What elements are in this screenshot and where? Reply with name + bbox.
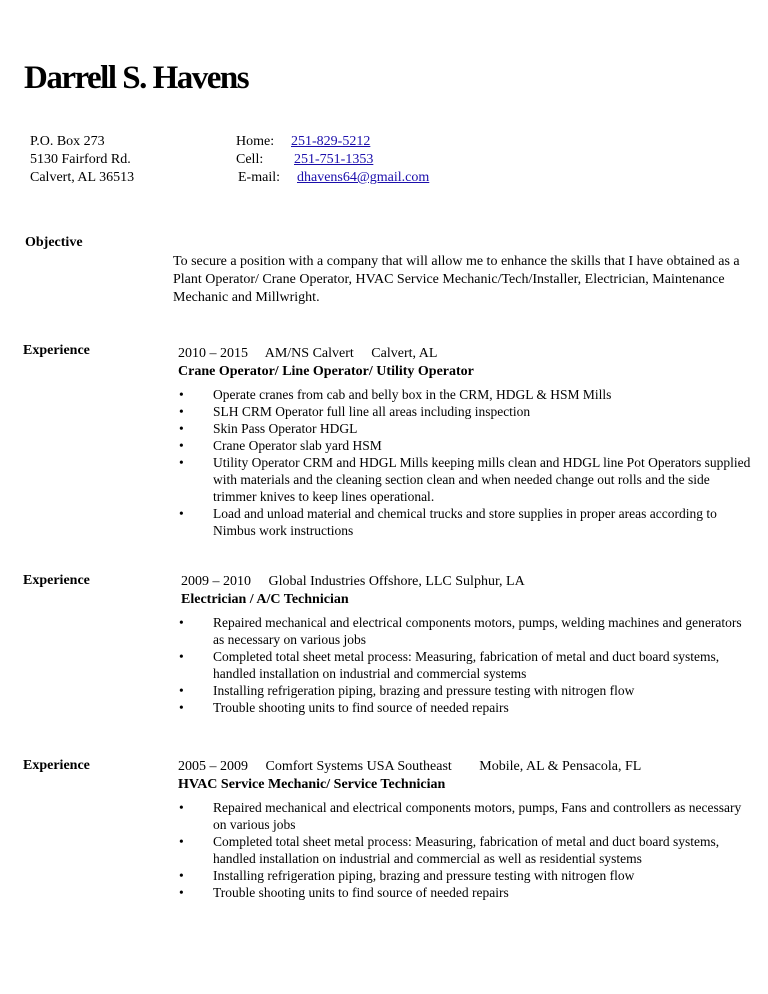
- experience-heading: Experience: [23, 343, 90, 358]
- job-company: AM/NS Calvert: [264, 346, 354, 361]
- cell-phone-link[interactable]: 251-751-1353: [294, 152, 374, 167]
- job-title: Crane Operator/ Line Operator/ Utility Operator: [178, 364, 474, 379]
- list-item: • Load and unload material and chemical trucks and store supplies in proper areas according to Nimbus work instructions: [178, 505, 753, 539]
- experience-entry: [178, 345, 753, 539]
- job-duties: [178, 614, 756, 716]
- job-header: [178, 758, 753, 776]
- home-phone-row: [236, 133, 429, 151]
- list-item: • Repaired mechanical and electrical components motors, pumps, Fans and controllers as necessary on various jobs: [178, 799, 753, 833]
- address-line: Calvert, AL 36513: [30, 170, 135, 185]
- resume-name: Darrell S. Havens: [24, 60, 249, 96]
- job-location: Calvert, AL: [371, 346, 438, 361]
- job-dates: 2010 – 2015: [178, 346, 248, 361]
- list-item: • Crane Operator slab yard HSM: [178, 437, 753, 454]
- job-location: Mobile, AL & Pensacola, FL: [479, 759, 642, 774]
- experience-entry: [178, 758, 753, 901]
- job-dates: 2005 – 2009: [178, 759, 248, 774]
- job-duties: [178, 386, 753, 539]
- mailing-address: [30, 133, 134, 187]
- address-line: 5130 Fairford Rd.: [30, 152, 131, 167]
- list-item: • Repaired mechanical and electrical components motors, pumps, welding machines and generators as necessary on various jobs: [178, 614, 756, 648]
- experience-heading: Experience: [23, 758, 90, 773]
- experience-heading: Experience: [23, 573, 90, 588]
- email-row: [236, 169, 429, 187]
- list-item: • SLH CRM Operator full line all areas including inspection: [178, 403, 753, 420]
- job-header: [181, 573, 756, 591]
- home-phone-link[interactable]: 251-829-5212: [291, 134, 371, 149]
- list-item: • Installing refrigeration piping, brazing and pressure testing with nitrogen flow: [178, 867, 753, 884]
- address-line: P.O. Box 273: [30, 134, 105, 149]
- job-duties: [178, 799, 753, 901]
- experience-entry: [181, 573, 756, 716]
- list-item: • Installing refrigeration piping, brazing and pressure testing with nitrogen flow: [178, 682, 756, 699]
- list-item: • Operate cranes from cab and belly box in the CRM, HDGL & HSM Mills: [178, 386, 753, 403]
- job-title: HVAC Service Mechanic/ Service Technician: [178, 777, 446, 792]
- cell-label: Cell:: [236, 152, 264, 167]
- objective-text: To secure a position with a company that will allow me to enhance the skills that I have obtained as a Plant Operator/ Crane Operator, HVAC Service Mechanic/Tech/Installer, Electrician, Maintenance Mechanic and Millwright.: [173, 254, 740, 305]
- list-item: • Skin Pass Operator HDGL: [178, 420, 753, 437]
- email-label: E-mail:: [238, 170, 280, 185]
- contact-info: [236, 133, 429, 187]
- home-label: Home:: [236, 134, 275, 149]
- job-company: Comfort Systems USA Southeast: [265, 759, 452, 774]
- objective-heading: Objective: [25, 235, 83, 250]
- cell-phone-row: [236, 151, 429, 169]
- list-item: • Trouble shooting units to find source of needed repairs: [178, 699, 756, 716]
- list-item: • Trouble shooting units to find source of needed repairs: [178, 884, 753, 901]
- job-dates: 2009 – 2010: [181, 574, 251, 589]
- list-item: • Completed total sheet metal process: Measuring, fabrication of metal and duct board systems, handled installation on industrial and commercial as well as residential systems: [178, 833, 753, 867]
- job-header: [178, 345, 753, 363]
- job-title: Electrician / A/C Technician: [181, 592, 349, 607]
- list-item: • Completed total sheet metal process: Measuring, fabrication of metal and duct board systems, handled installation on industrial and commercial systems: [178, 648, 756, 682]
- email-link[interactable]: dhavens64@gmail.com: [297, 170, 430, 185]
- list-item: • Utility Operator CRM and HDGL Mills keeping mills clean and HDGL line Pot Operators supplied with materials and the cleaning section clean and when needed change out rolls and the side trimmer knives to keep lines operational.: [178, 454, 753, 505]
- job-company: Global Industries Offshore, LLC Sulphur, LA: [268, 574, 525, 589]
